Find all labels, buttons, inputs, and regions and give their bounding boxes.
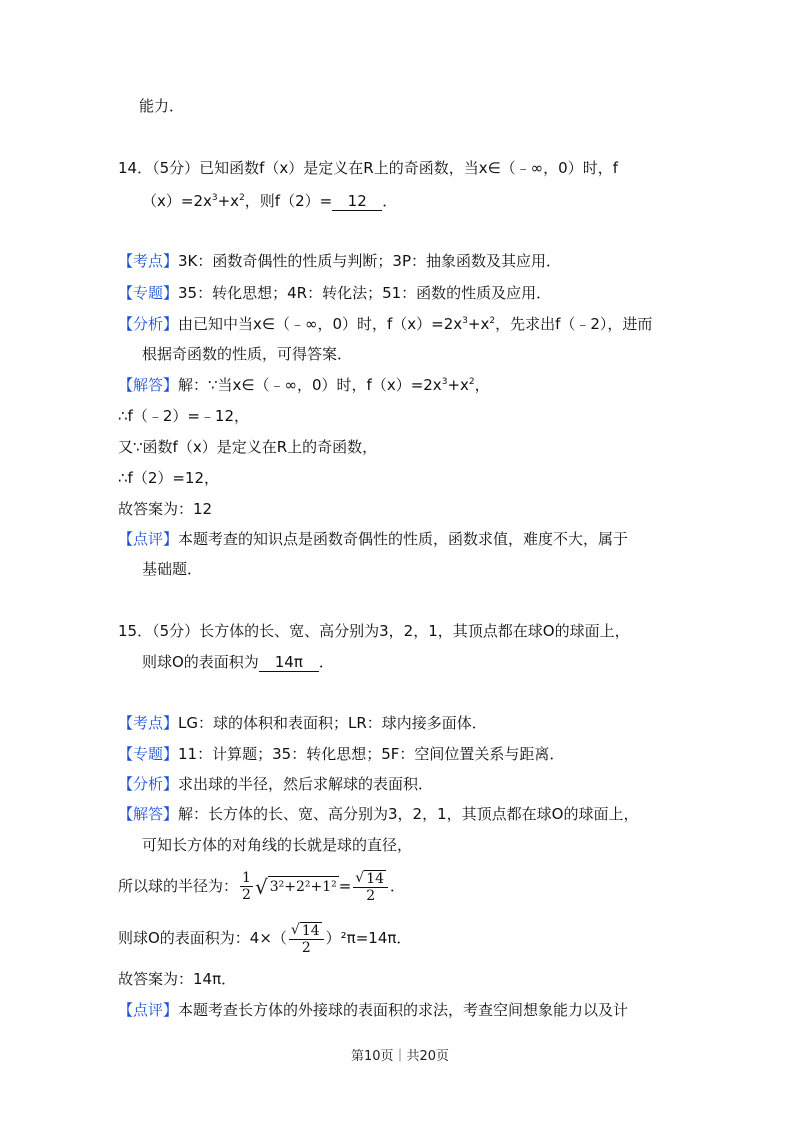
fenxi-text: ，先求出f（﹣2），进而 — [495, 315, 653, 333]
exponent: 3 — [462, 316, 468, 326]
answer-line-14: 故答案为：12 — [118, 500, 213, 518]
kaodian-15 — [118, 712, 487, 734]
exponent: 3 — [211, 193, 218, 203]
radical-sign: √ — [254, 874, 268, 899]
jieda-tag: 【解答】 — [118, 376, 179, 394]
dianping-text: 本题考查长方体的外接球的表面积的求法，考查空间想象能力以及计 — [178, 1001, 629, 1019]
dianping-14-cont: 基础题． — [142, 560, 203, 578]
dianping-tag: 【点评】 — [118, 1001, 179, 1019]
zhuanti-tag: 【专题】 — [118, 284, 179, 302]
fenxi-14 — [118, 313, 652, 335]
jieda-text: 解：∵当x∈（﹣∞，0）时，f（x）=2x — [178, 376, 442, 394]
zhuanti-14 — [118, 282, 551, 304]
fraction — [240, 870, 253, 903]
radicand: 14 — [301, 922, 320, 939]
page-footer: 第10页｜共20页 — [350, 1049, 450, 1064]
fenxi-text: 由已知中当x∈（﹣∞，0）时，f（x）=2x — [178, 315, 463, 333]
period: ． — [382, 192, 398, 210]
period: ． — [390, 877, 406, 895]
solution-step-3: ∴f（2）=12， — [118, 469, 220, 487]
zhuanti-text: 11：计算题；35：转化思想；5F：空间位置关系与距离． — [178, 745, 565, 763]
radius-text: 所以球的半径为： — [118, 877, 239, 895]
radicand: 3²+2²+1² — [268, 876, 339, 898]
fenxi-15 — [118, 773, 433, 795]
question-14-line-1: 14．（5分）已知函数f（x）是定义在R上的奇函数，当x∈（﹣∞，0）时，f — [118, 159, 618, 177]
area-text: 则球O的表面积为：4×（ — [118, 929, 287, 947]
jieda-15 — [118, 803, 638, 825]
kaodian-text: LG：球的体积和表面积；LR：球内接多面体． — [178, 714, 487, 732]
zhuanti-text: 35：转化思想；4R：转化法；51：函数的性质及应用． — [178, 284, 552, 302]
equals-sign: = — [338, 877, 352, 895]
area-formula — [118, 918, 411, 958]
exponent: 2 — [468, 377, 475, 387]
question-15-line-1: 15．（5分）长方体的长、宽、高分别为3，2，1，其顶点都在球O的球面上， — [118, 622, 630, 640]
formula-text: （x）=2x — [142, 192, 212, 210]
kaodian-text: 3K：函数奇偶性的性质与判断；3P：抽象函数及其应用． — [178, 252, 561, 270]
kaodian-tag: 【考点】 — [118, 252, 179, 270]
jieda-text: +x — [447, 376, 469, 394]
dianping-15 — [118, 999, 628, 1021]
fraction — [353, 870, 388, 904]
fraction-denominator: 2 — [301, 939, 311, 956]
jieda-text: 解：长方体的长、宽、高分别为3，2，1，其顶点都在球O的球面上， — [178, 805, 639, 823]
dianping-14 — [118, 528, 628, 550]
fenxi-tag: 【分析】 — [118, 775, 179, 793]
fenxi-14-cont: 根据奇函数的性质，可得答案． — [142, 345, 353, 363]
zhuanti-15 — [118, 743, 564, 765]
fenxi-text: +x — [467, 315, 490, 333]
radius-formula — [118, 868, 405, 904]
formula-text: +x — [217, 192, 240, 210]
continuation-line: 能力． — [139, 97, 185, 115]
question-14-line-2 — [142, 190, 397, 212]
kaodian-14 — [118, 250, 561, 272]
fraction — [289, 922, 324, 956]
radicand: 14 — [366, 870, 385, 887]
exponent: 2 — [239, 193, 245, 203]
answer-blank: 12 — [332, 192, 382, 211]
kaodian-tag: 【考点】 — [118, 714, 179, 732]
exponent: 3 — [441, 377, 448, 387]
fraction-numerator: 1 — [242, 870, 251, 886]
jieda-text: ， — [474, 376, 490, 394]
dianping-tag: 【点评】 — [118, 530, 179, 548]
fraction-denominator: 2 — [242, 887, 251, 903]
solution-step-2: 又∵函数f（x）是定义在R上的奇函数， — [118, 438, 378, 456]
exponent: 2 — [489, 316, 496, 326]
zhuanti-tag: 【专题】 — [118, 745, 179, 763]
fraction-denominator: 2 — [366, 887, 376, 904]
question-text: 则球O的表面积为 — [142, 653, 259, 671]
question-15-line-2 — [142, 651, 334, 673]
answer-blank: 14π — [259, 653, 319, 672]
area-text: ）²π=14π． — [325, 929, 412, 947]
fraction-numerator: √ 14 — [289, 922, 324, 940]
period: ． — [318, 653, 334, 671]
fenxi-text: 求出球的半径，然后求解球的表面积． — [178, 775, 434, 793]
square-root — [255, 876, 339, 898]
formula-text: ，则f（2）= — [244, 192, 333, 210]
jieda-15-cont: 可知长方体的对角线的长就是球的直径， — [142, 836, 413, 854]
solution-step-1: ∴f（﹣2）=﹣12， — [118, 407, 250, 425]
fraction-numerator: √ 14 — [353, 870, 388, 888]
jieda-14 — [118, 374, 490, 396]
jieda-tag: 【解答】 — [118, 805, 179, 823]
dianping-text: 本题考查的知识点是函数奇偶性的性质，函数求值，难度不大，属于 — [178, 530, 629, 548]
answer-line-15: 故答案为：14π． — [118, 970, 237, 988]
fenxi-tag: 【分析】 — [118, 315, 179, 333]
